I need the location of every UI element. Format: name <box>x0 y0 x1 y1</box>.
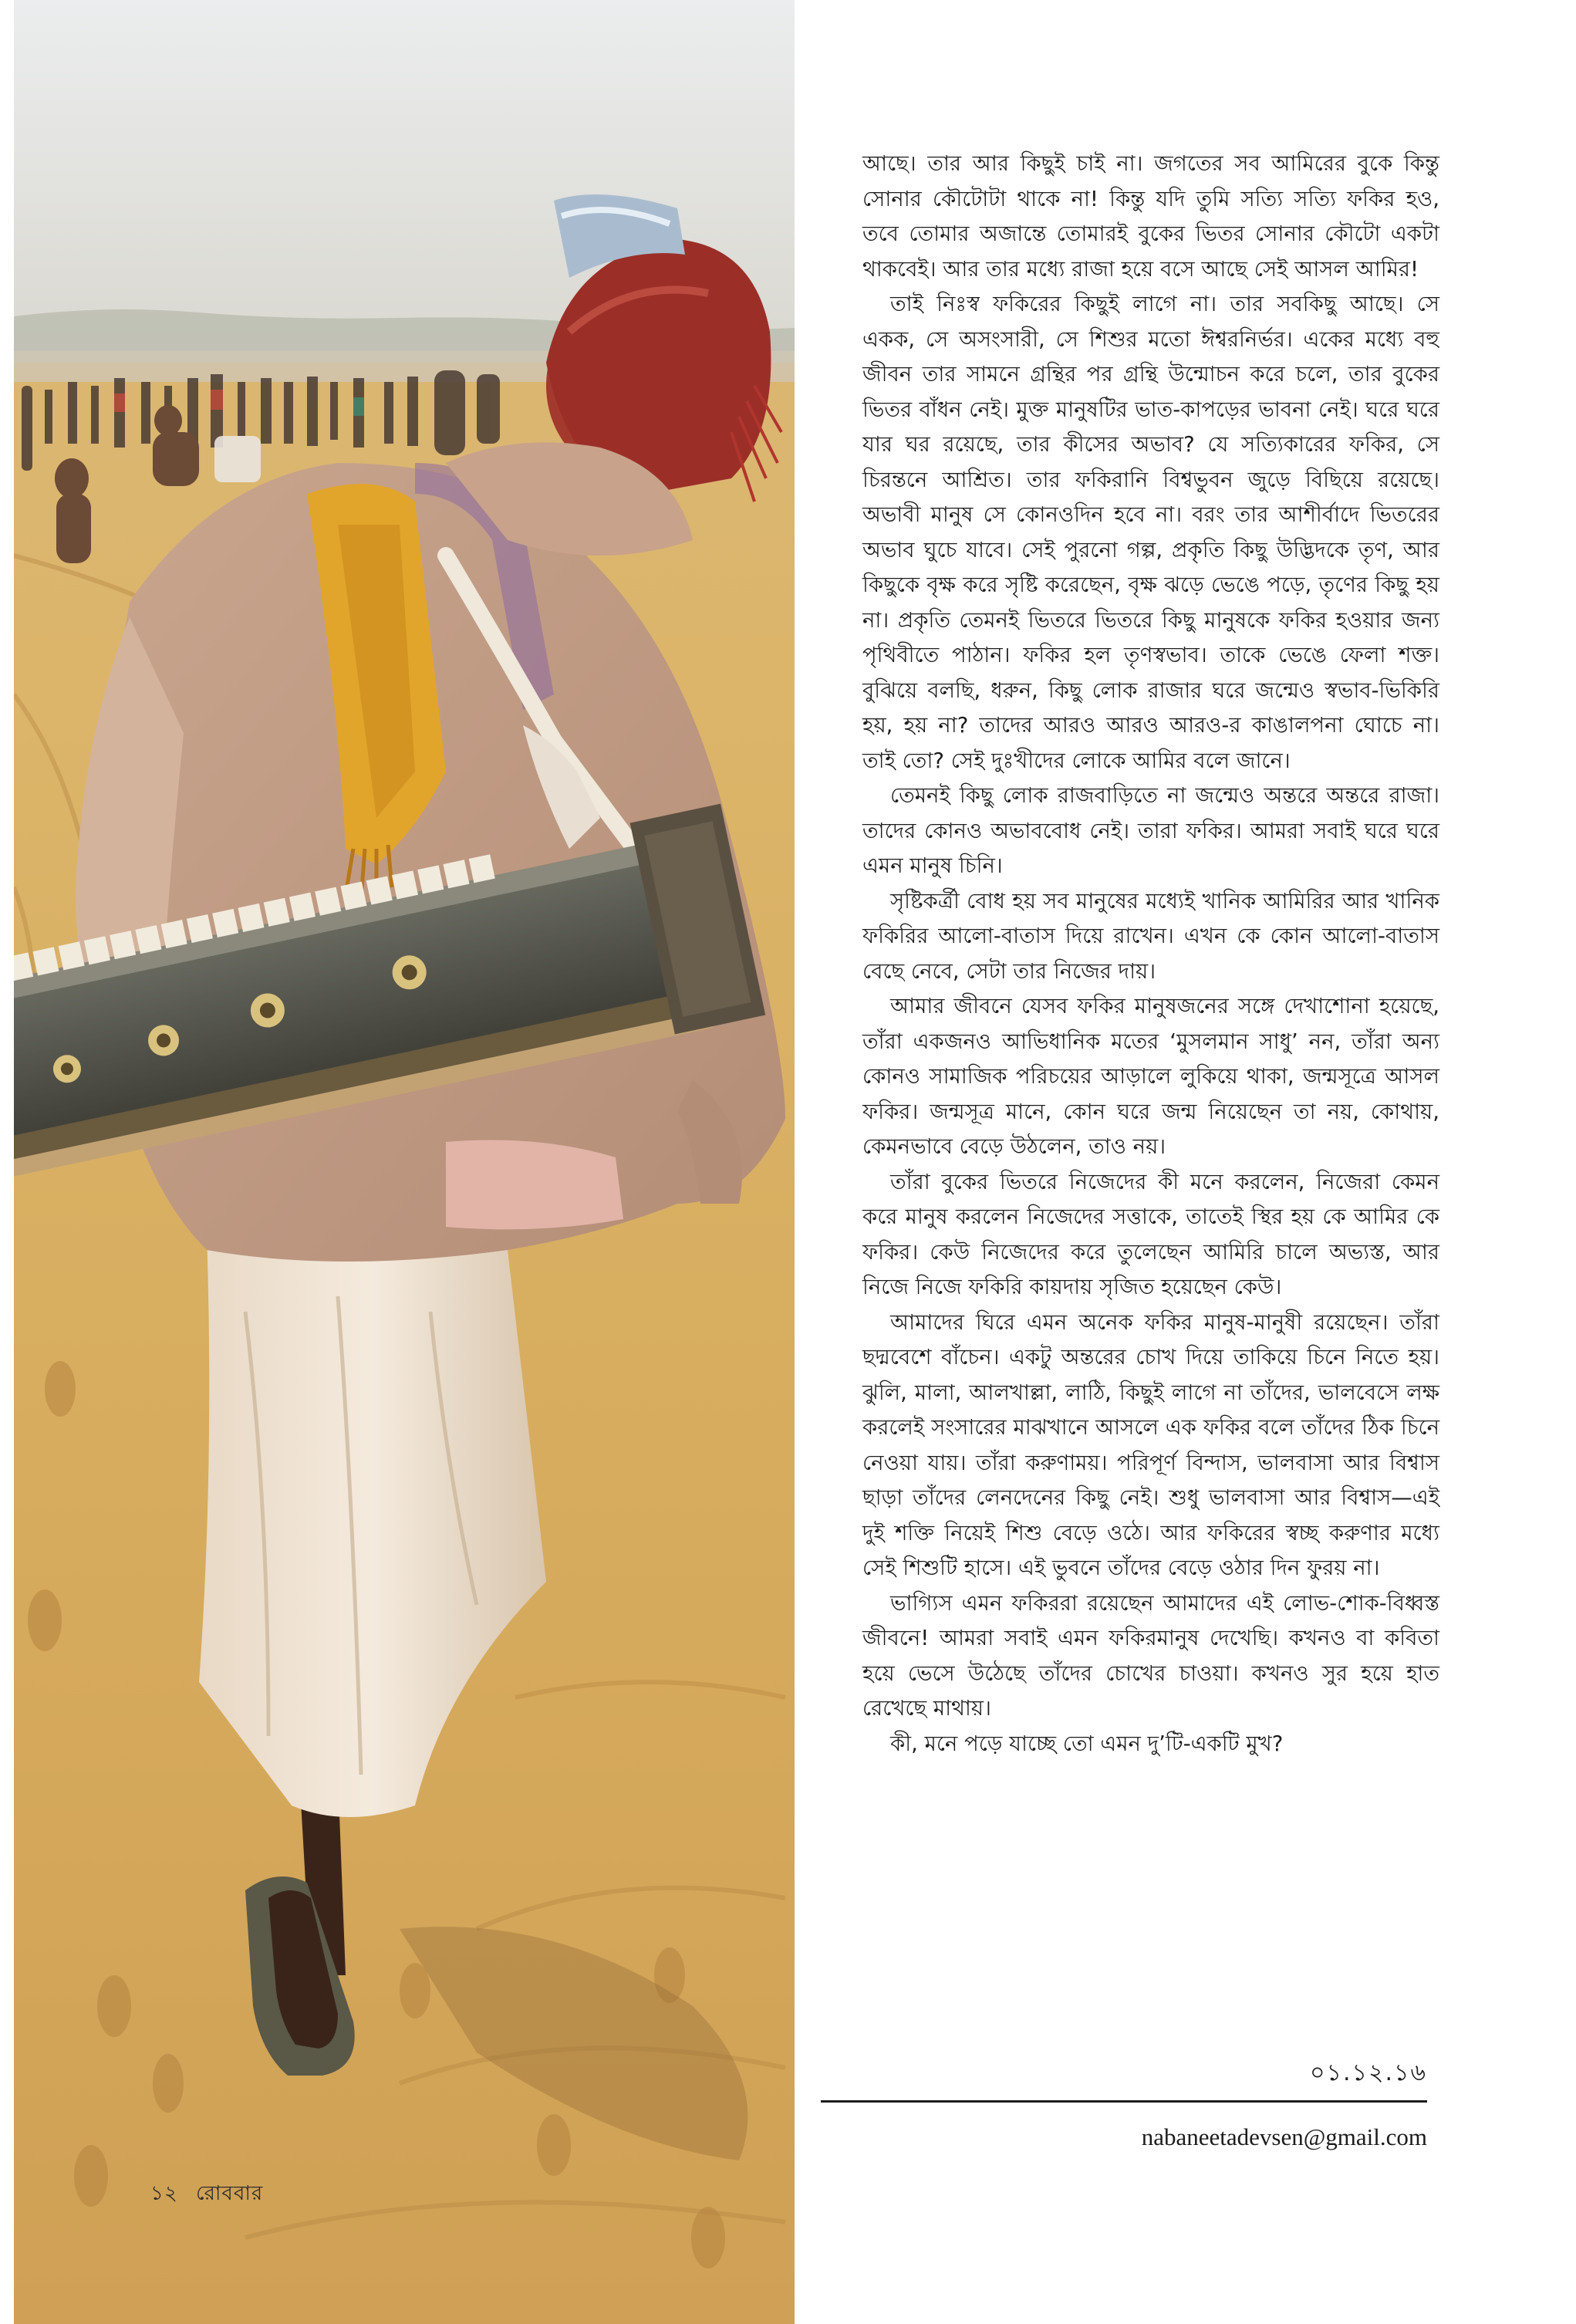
paragraph-1: আছে। তার আর কিছুই চাই না। জগতের সব আমিরের বুকে কিন্তু সোনার কৌটোটা থাকে না! কিন্তু যদি তুমি সত্যি সত্যি ফকির হও, তবে তোমার অজান্তে তোমারই বুকের ভিতর সোনার কৌটো একটা থাকবেই। আর তার মধ্যে রাজা হয়ে বসে আছে সেই আসল আমির! <box>862 151 1439 282</box>
paragraph-3: তেমনই কিছু লোক রাজবাড়িতে না জন্মেও অন্তরে অন্তরে রাজা। তাদের কোনও অভাববোধ নেই। তারা ফকির। আমরা সবাই ঘরে ঘরে এমন মানুষ চিনি। <box>862 783 1439 878</box>
paragraph-6: তাঁরা বুকের ভিতরে নিজেদের কী মনে করলেন, নিজেরা কেমন করে মানুষ করলেন নিজেদের সত্তাকে, তাতেই স্থির হয় কে আমির কে ফকির। কেউ নিজেদের করে তুলেছেন আমিরি চালে অভ্যস্ত, আর নিজে নিজে ফকিরি কায়দায় সৃজিত হয়েছেন কেউ। <box>862 1169 1439 1299</box>
article-date: ০১.১২.১৬ <box>1310 2059 1427 2086</box>
magazine-name: রোববার <box>196 2182 264 2205</box>
paragraph-2: তাই নিঃস্ব ফকিরের কিছুই লাগে না। তার সবকিছু আছে। সে একক, সে অসংসারী, সে শিশুর মতো ঈশ্বরনির্ভর। একের মধ্যে বহু জীবন তার সামনে গ্রন্থির পর গ্রন্থি উন্মোচন করে চলে, তার বুকের ভিতর বাঁধন নেই। মুক্ত মানুষটির ভাত-কাপড়ের ভাবনা নেই। ঘরে ঘরে যার ঘর রয়েছে, তার কীসের অভাব? যে সত্যিকারের ফকির, সে চিরন্তনে আশ্রিত। তার ফকিরানি বিশ্বভুবন জুড়ে বিছিয়ে রয়েছে। অভাবী মানুষ সে কোনওদিন হবে না। বরং তার আশীর্বাদে ভিতরের অভাব ঘুচে যাবে। সেই পুরনো গল্প, প্রকৃতি কিছু উদ্ভিদকে তৃণ, আর কিছুকে বৃক্ষ করে সৃষ্টি করেছেন, বৃক্ষ ঝড়ে ভেঙে পড়ে, তৃণের কিছু হয় না। প্রকৃতি তেমনই ভিতরে ভিতরে কিছু মানুষকে ফকির হওয়ার জন্য পৃথিবীতে পাঠান। ফকির হল তৃণস্বভাব। তাকে ভেঙে ফেলা শক্ত। বুঝিয়ে বলছি, ধরুন, কিছু লোক রাজার ঘরে জন্মেও স্বভাব-ভিকিরি হয়, হয় না? তাদের আরও আরও আরও-র কাঙালপনা ঘোচে না। তাই তো? সেই দুঃখীদের লোকে আমির বলে জানে। <box>862 292 1439 773</box>
author-email[interactable]: nabaneetadevsen@gmail.com <box>1141 2123 1427 2150</box>
paragraph-9: কী, মনে পড়ে যাচ্ছে তো এমন দু’টি-একটি মুখ? <box>890 1731 1284 1756</box>
page-number: ১২ <box>150 2182 178 2205</box>
paragraph-5: আমার জীবনে যেসব ফকির মানুষজনের সঙ্গে দেখাশোনা হয়েছে, তাঁরা একজনও আভিধানিক মতের ‘মুসলমান সাধু’ নন, তাঁরা অন্য কোনও সামাজিক পরিচয়ের আড়ালে লুকিয়ে থাকা, জন্মসূত্রে আসল ফকির। জন্মসূত্র মানে, কোন ঘরে জন্ম নিয়েছেন তা নয়, কোথায়, কেমনভাবে বেড়ে উঠলেন, তাও নয়। <box>862 994 1439 1159</box>
paragraph-4: সৃষ্টিকর্ত্রী বোধ হয় সব মানুষের মধ্যেই খানিক আমিরির আর খানিক ফকিরির আলো-বাতাস দিয়ে রাখেন। এখন কে কোন আলো-বাতাস বেছে নেবে, সেটা তার নিজের দায়। <box>862 888 1439 984</box>
article-body <box>862 147 1439 1762</box>
article-photo <box>14 0 795 2324</box>
divider-rule <box>821 2100 1427 2103</box>
paragraph-8: ভাগ্যিস এমন ফকিররা রয়েছেন আমাদের এই লোভ-শোক-বিধ্বস্ত জীবনে! আমরা সবাই এমন ফকিরমানুষ দেখেছি। কখনও বা কবিতা হয়ে ভেসে উঠেছে তাঁদের চোখের চাওয়া। কখনও সুর হয়ে হাত রেখেছে মাথায়। <box>862 1590 1439 1721</box>
paragraph-7: আমাদের ঘিরে এমন অনেক ফকির মানুষ-মানুষী রয়েছেন। তাঁরা ছদ্মবেশে বাঁচেন। একটু অন্তরের চোখ দিয়ে তাকিয়ে চিনে নিতে হয়। ঝুলি, মালা, আলখাল্লা, লাঠি, কিছুই লাগে না তাঁদের, ভালবেসে লক্ষ করলেই সংসারের মাঝখানে আসলে এক ফকির বলে তাঁদের ঠিক চিনে নেওয়া যায়। তাঁরা করুণাময়। পরিপূর্ণ বিন্দাস, ভালবাসা আর বিশ্বাস ছাড়া তাঁদের লেনদেনের কিছু নেই। শুধু ভালবাসা আর বিশ্বাস—এই দুই শক্তি নিয়েই শিশু বেড়ে ওঠে। আর ফকিরের স্বচ্ছ করুণার মধ্যে সেই শিশুটি হাসে। এই ভুবনে তাঁদের বেড়ে ওঠার দিন ফুরয় না। <box>862 1309 1439 1580</box>
page-footer <box>150 2177 263 2211</box>
